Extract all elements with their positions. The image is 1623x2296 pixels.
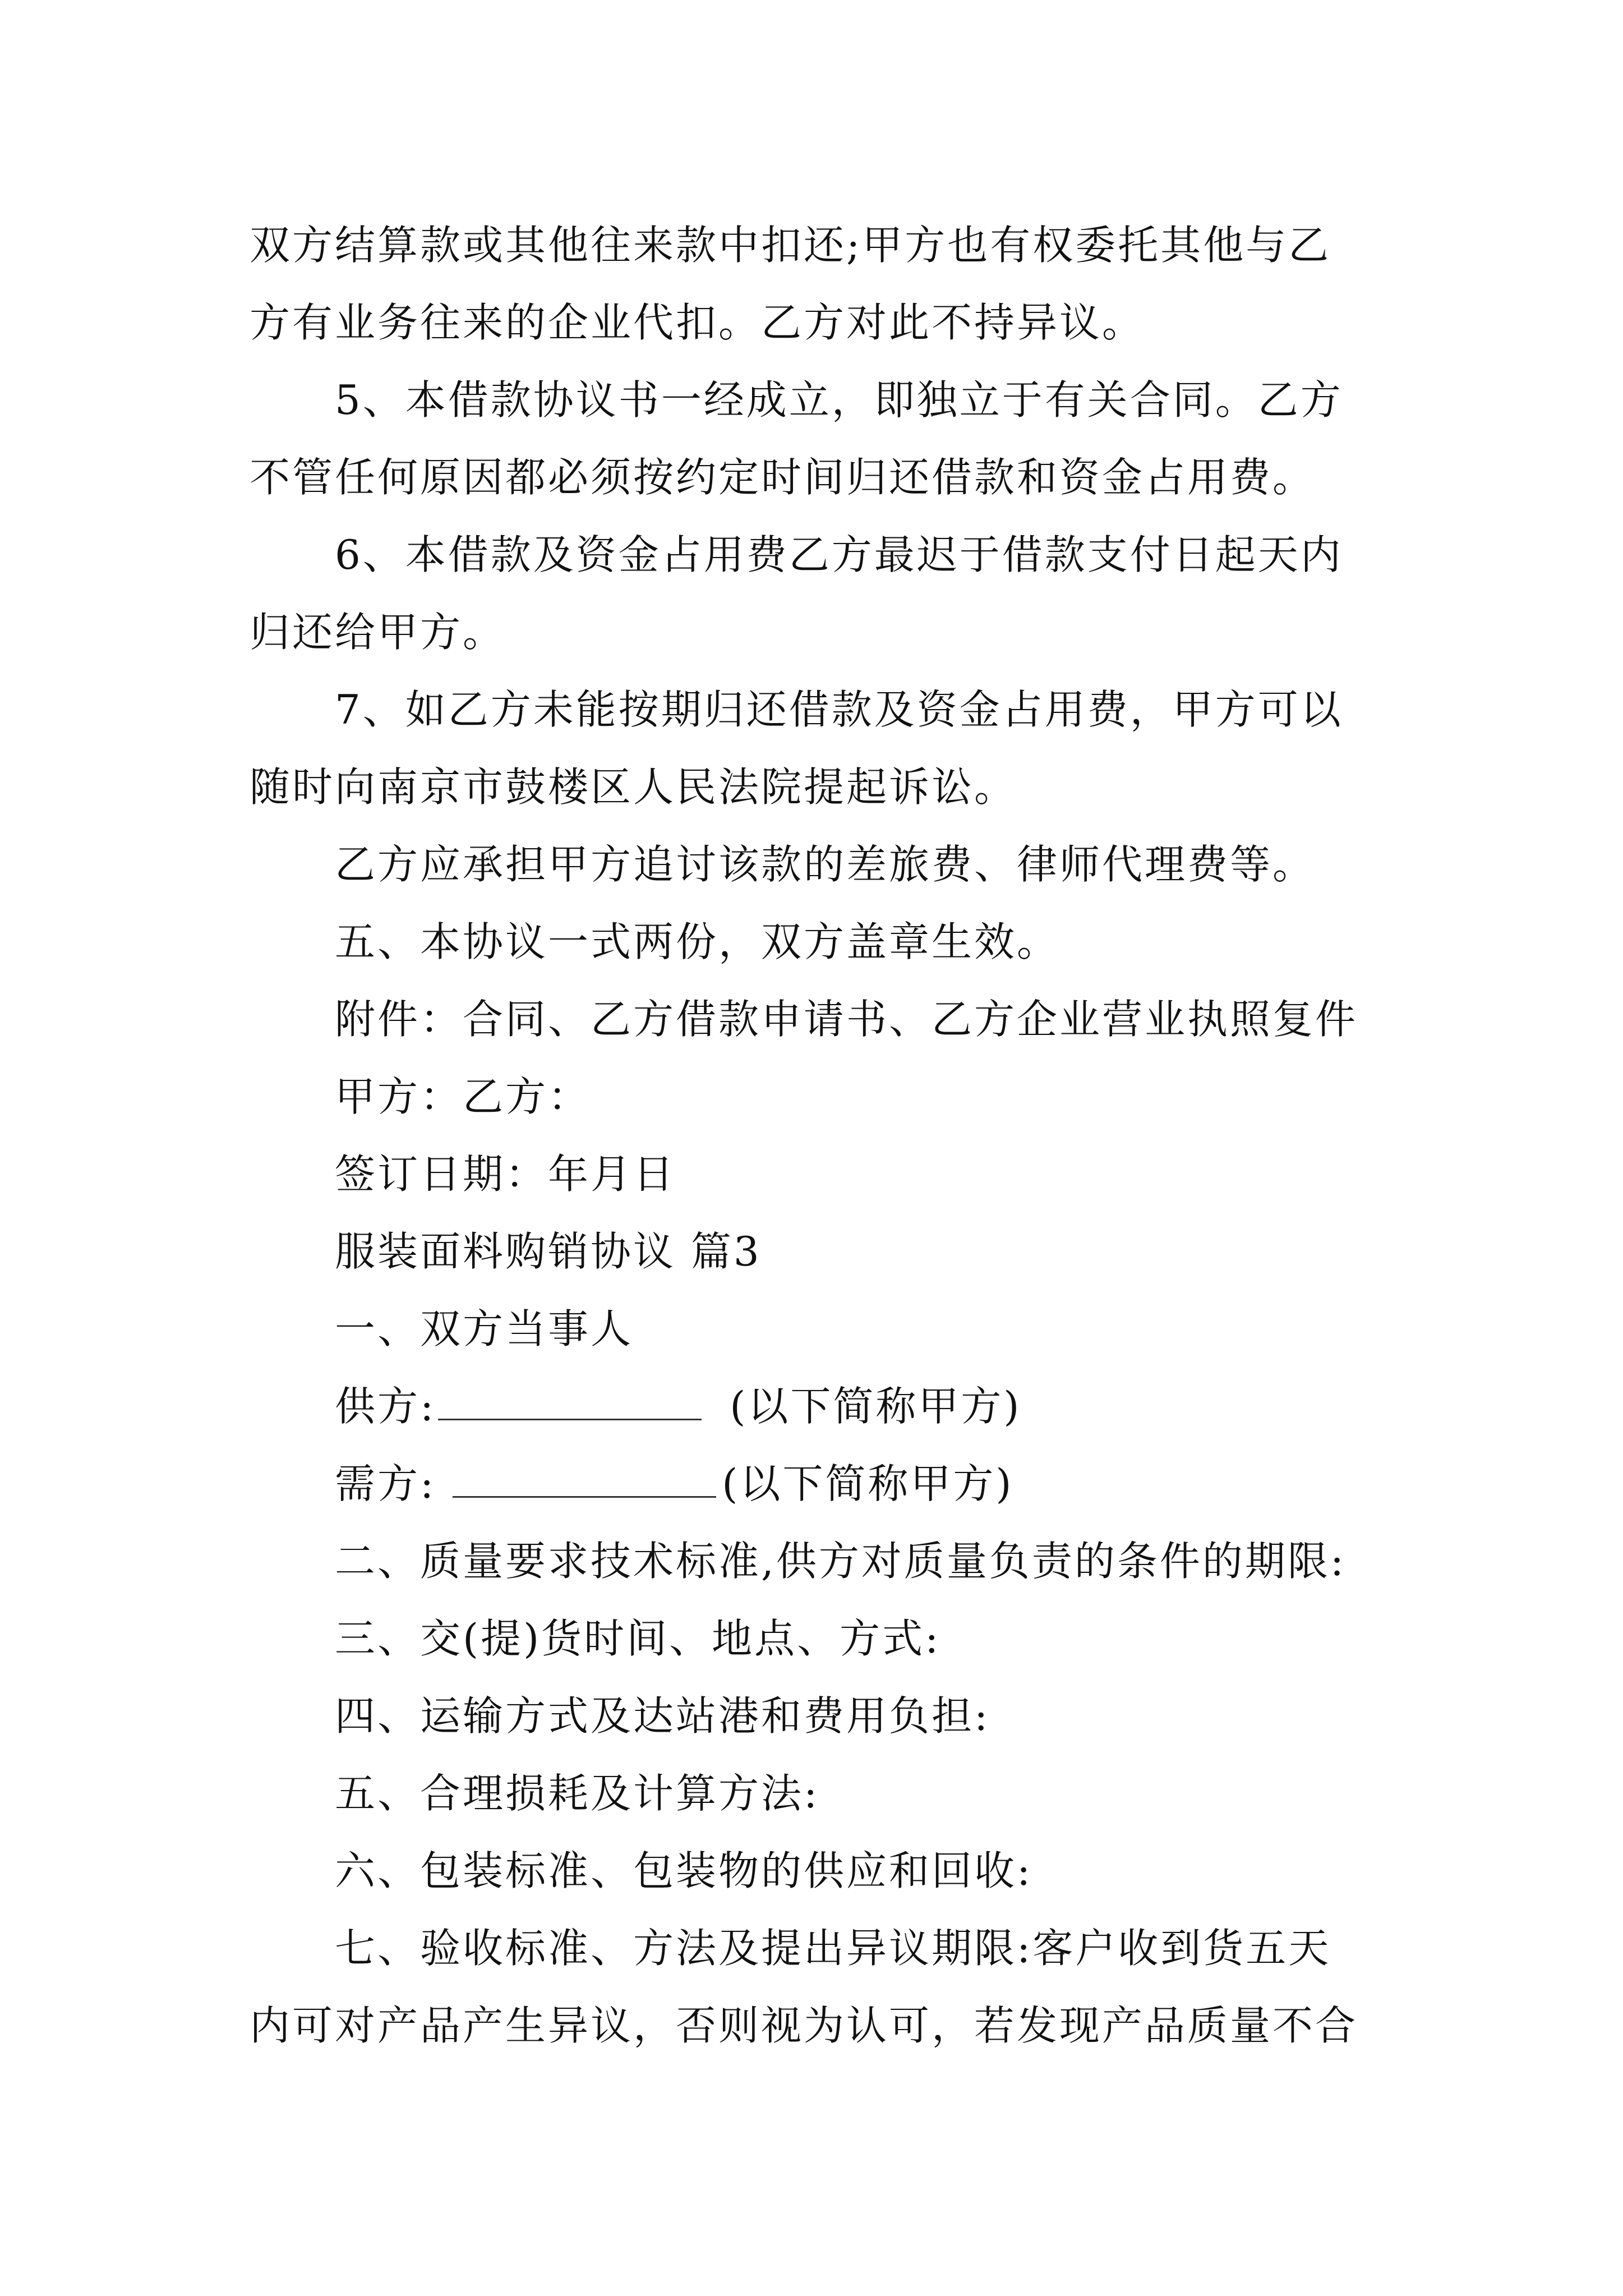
paragraph-line: 归还给甲方。: [250, 609, 506, 656]
paragraph-line: 七、验收标准、方法及提出异议期限:客户收到货五天: [335, 1925, 1331, 1972]
paragraph-line: 随时向南京市鼓楼区人民法院提起诉讼。: [250, 763, 1017, 811]
paragraph-line: 二、质量要求技术标准,供方对质量负责的条件的期限:: [335, 1538, 1347, 1585]
paragraph-line: 五、合理损耗及计算方法:: [335, 1770, 820, 1817]
paragraph-line: 7、如乙方未能按期归还借款及资金占用费，甲方可以: [335, 686, 1343, 733]
supplier-line: [335, 1381, 1473, 1432]
signature-parties-line: 甲方：乙方：: [335, 1073, 591, 1120]
paragraph-line: 五、本协议一式两份，双方盖章生效。: [335, 918, 1060, 965]
paragraph-line: 六、包装标准、包装物的供应和回收:: [335, 1847, 1033, 1894]
supplier-blank: [438, 1385, 702, 1420]
paragraph-line: 三、交(提)货时间、地点、方式:: [335, 1615, 941, 1662]
signing-date-line: 签订日期：年月日: [335, 1151, 676, 1198]
paragraph-line: 方有业务往来的企业代扣。乙方对此不持异议。: [250, 299, 1145, 346]
paragraph-line: 6、本借款及资金占用费乙方最迟于借款支付日起天内: [335, 531, 1343, 578]
supplier-suffix: (以下简称甲方): [730, 1383, 1022, 1430]
paragraph-line: 不管任何原因都必须按约定时间归还借款和资金占用费。: [250, 454, 1316, 501]
paragraph-line: 四、运输方式及达站港和费用负担:: [335, 1692, 990, 1740]
supplier-label: 供方:: [335, 1383, 436, 1430]
paragraph-line: 一、双方当事人: [335, 1305, 634, 1352]
buyer-line: [335, 1458, 1473, 1509]
buyer-label: 需方:: [335, 1460, 436, 1507]
paragraph-line: 双方结算款或其他往来款中扣还;甲方也有权委托其他与乙: [250, 222, 1331, 269]
paragraph-line: 内可对产品产生异议，否则视为认可，若发现产品质量不合: [250, 2002, 1358, 2049]
buyer-suffix: (以下简称甲方): [722, 1460, 1014, 1507]
buyer-blank: [453, 1462, 716, 1498]
paragraph-line: 乙方应承担甲方追讨该款的差旅费、律师代理费等。: [335, 841, 1316, 888]
paragraph-line: 5、本借款协议书一经成立，即独立于有关合同。乙方: [335, 376, 1343, 424]
paragraph-line: 附件：合同、乙方借款申请书、乙方企业营业执照复件: [335, 996, 1358, 1043]
section-heading: 服装面料购销协议 篇3: [335, 1228, 762, 1275]
